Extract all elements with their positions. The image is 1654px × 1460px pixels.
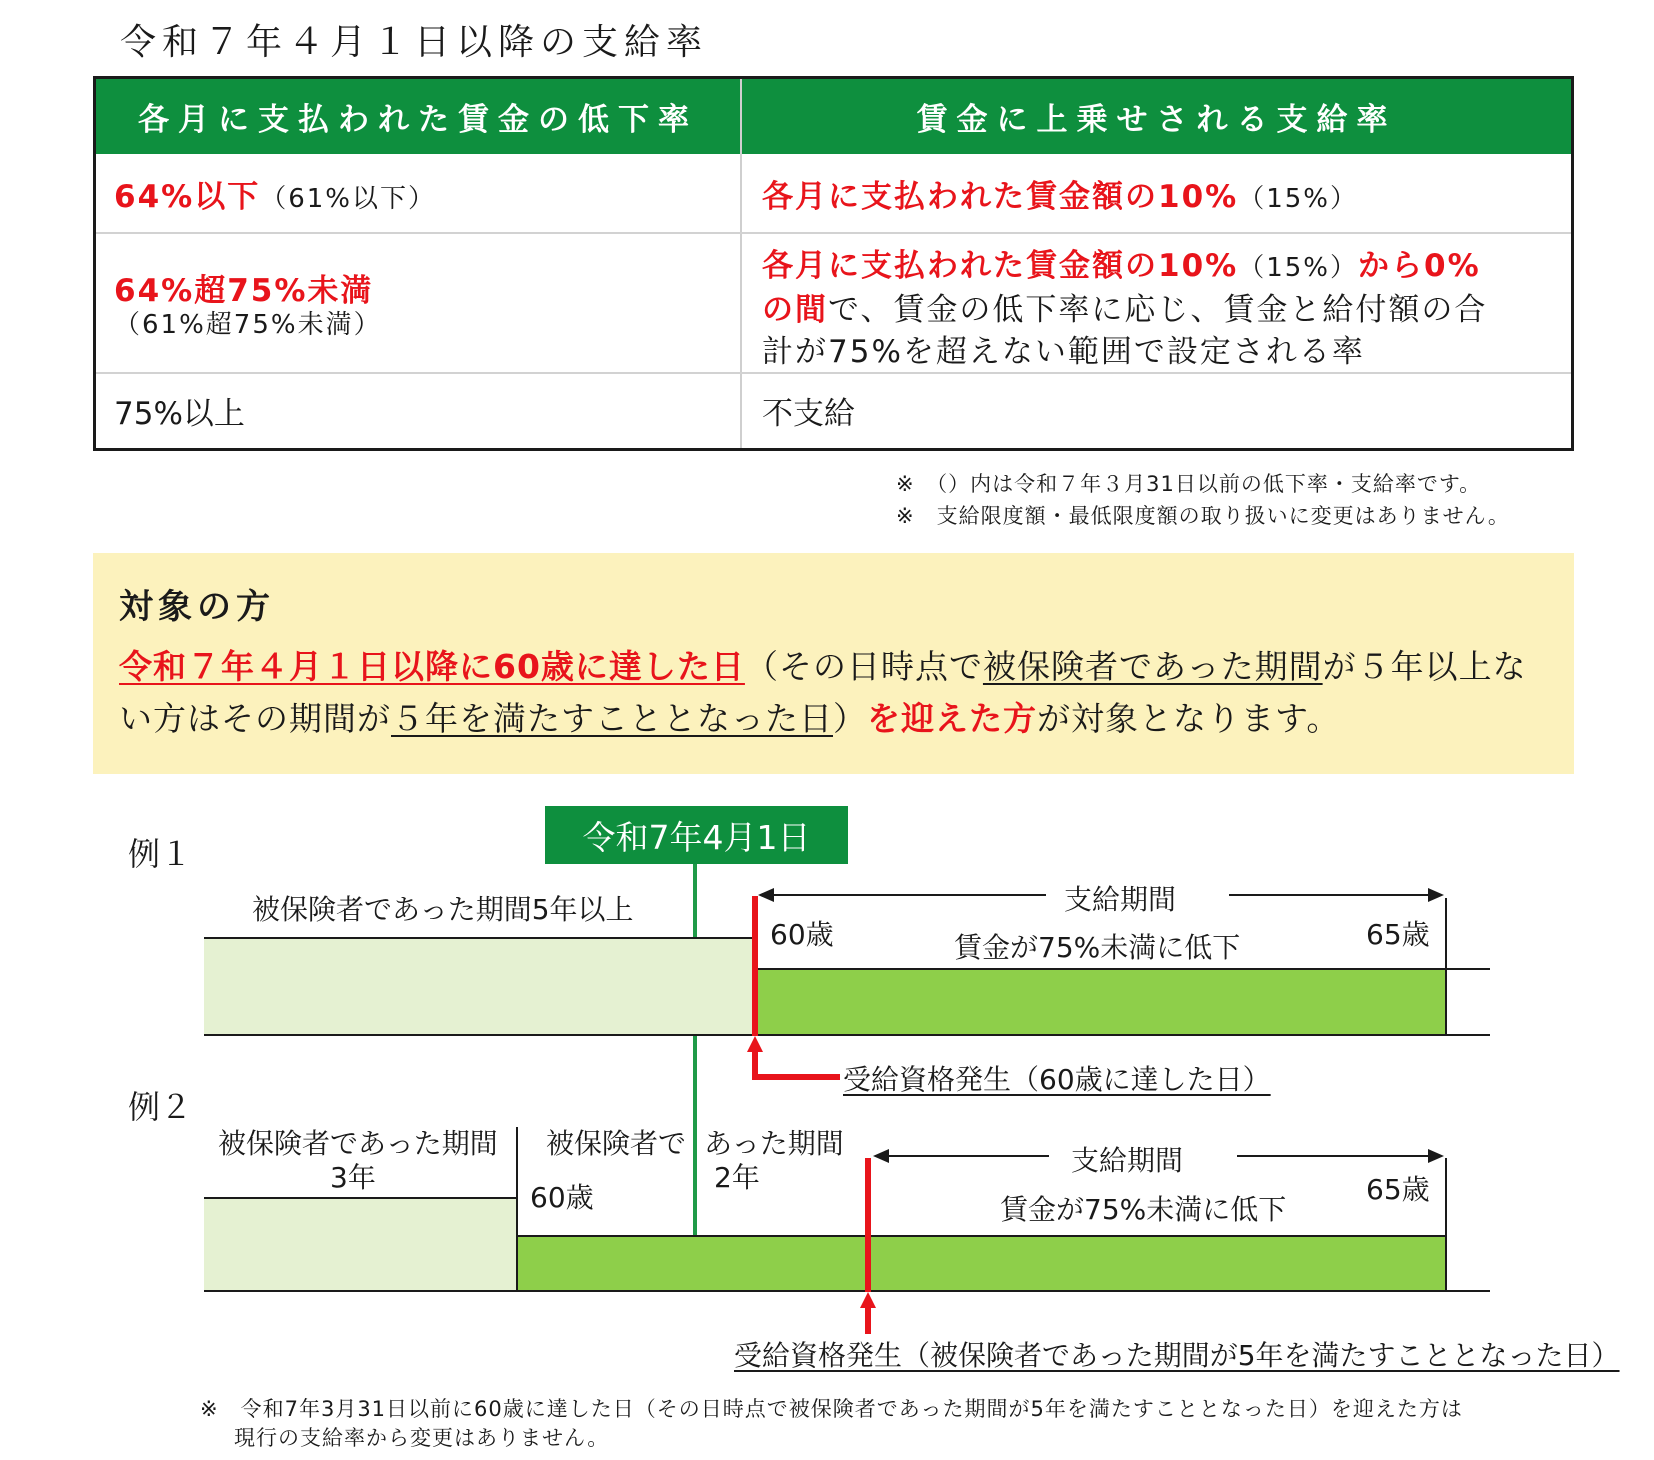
example-1-eligibility-arrow: [740, 1036, 840, 1086]
example-2-top-line: [204, 1197, 517, 1199]
table-row-1-decline: 64%以下（61%以下）: [114, 179, 436, 215]
example-2-sixty-line: [516, 1127, 518, 1291]
table-header-payment-rate: 賃金に上乗せされる支給率: [742, 79, 1571, 154]
target-description: 令和７年４月１日以降に60歳に達した日（その日時点で被保険者であった期間が５年以上ない方はその期間が５年を満たすこととなった日）を迎えた方が対象となります。: [119, 647, 1527, 738]
example-1-period-before: 被保険者であった期間5年以上: [252, 893, 634, 926]
target-title: 対象の方: [119, 587, 275, 627]
example-2-age-start: 60歳: [530, 1181, 594, 1214]
example-1-payment-period: 支給期間: [1064, 883, 1177, 916]
table-row-3-rate: 不支給: [762, 396, 855, 432]
example-1-top-line: [204, 937, 756, 939]
footnote-line-2: 現行の支給率から変更はありません。: [234, 1426, 610, 1450]
example-2-eligibility: 受給資格発生（被保険者であった期間が5年を満たすこととなった日）: [734, 1339, 1620, 1372]
example-1-end-line: [1445, 898, 1447, 1035]
example-2-period-after-c: 2年: [714, 1161, 760, 1194]
example-1-start-marker: [752, 896, 758, 1036]
example-2-condition: 賃金が75%未満に低下: [1000, 1193, 1287, 1226]
example-1-condition: 賃金が75%未満に低下: [954, 931, 1241, 964]
page-title: 令和７年４月１日以降の支給率: [120, 22, 709, 63]
example-1-payment-bar: [756, 969, 1446, 1035]
target-five-years-date: ５年を満たすこととなった日: [391, 699, 833, 738]
example-2-start-marker: [865, 1158, 871, 1292]
example-2-period-after-b: あった期間: [704, 1127, 844, 1160]
example-2-baseline: [204, 1290, 1490, 1292]
target-insured-period: 被保険者であった期間: [982, 647, 1323, 686]
table-row-2-decline: 64%超75%未満 （61%超75%未満）: [114, 273, 382, 340]
example-1-insured-bar: [204, 938, 756, 1035]
date-line: [693, 862, 697, 1292]
date-label: 令和7年4月1日: [545, 806, 848, 864]
example-1-age-start: 60歳: [770, 918, 834, 951]
table-row-3-decline: 75%以上: [114, 396, 245, 432]
example-2-insured-bar: [204, 1198, 517, 1291]
example-2-eligibility-arrow: [858, 1292, 878, 1334]
example-2-period-before-1: 被保険者であった期間: [218, 1127, 498, 1160]
footnote-line-1: ※ 令和7年3月31日以前に60歳に達した日（その日時点で被保険者であった期間が5年を満たすこととなった日）を迎えた方は: [200, 1397, 1463, 1421]
note-limit: ※ 支給限度額・最低限度額の取り扱いに変更はありません。: [896, 504, 1510, 528]
example-2-bar-top-line: [517, 1235, 1446, 1237]
example-2-payment-period: 支給期間: [1071, 1144, 1184, 1177]
table-row-2-rate: 各月に支払われた賃金額の10%（15%）から0% の間で、賃金の低下率に応じ、賃金と給付額の合 計が75%を超えない範囲で設定される率: [762, 248, 1488, 370]
example-2-period-after-a: 被保険者で: [546, 1127, 687, 1160]
example-2-end-line: [1445, 1158, 1447, 1291]
example-2-payment-bar: [517, 1236, 1446, 1291]
target-date-condition: 令和７年４月１日以降に60歳に達した日: [119, 647, 745, 686]
example-2-label: 例２: [128, 1088, 193, 1126]
example-1-label: 例１: [128, 835, 193, 873]
table-header-wage-decline: 各月に支払われた賃金の低下率: [96, 79, 740, 154]
example-2-age-end: 65歳: [1366, 1173, 1430, 1206]
example-1-bar-top-line: [756, 968, 1490, 970]
table-row-1-rate: 各月に支払われた賃金額の10%（15%）: [762, 179, 1358, 215]
example-1-baseline: [204, 1034, 1490, 1036]
example-1-eligibility: 受給資格発生（60歳に達した日）: [843, 1063, 1271, 1096]
example-2-period-before-2: 3年: [330, 1161, 376, 1194]
note-parentheses: ※ （）内は令和７年３月31日以前の低下率・支給率です。: [896, 472, 1482, 496]
example-1-age-end: 65歳: [1366, 918, 1430, 951]
